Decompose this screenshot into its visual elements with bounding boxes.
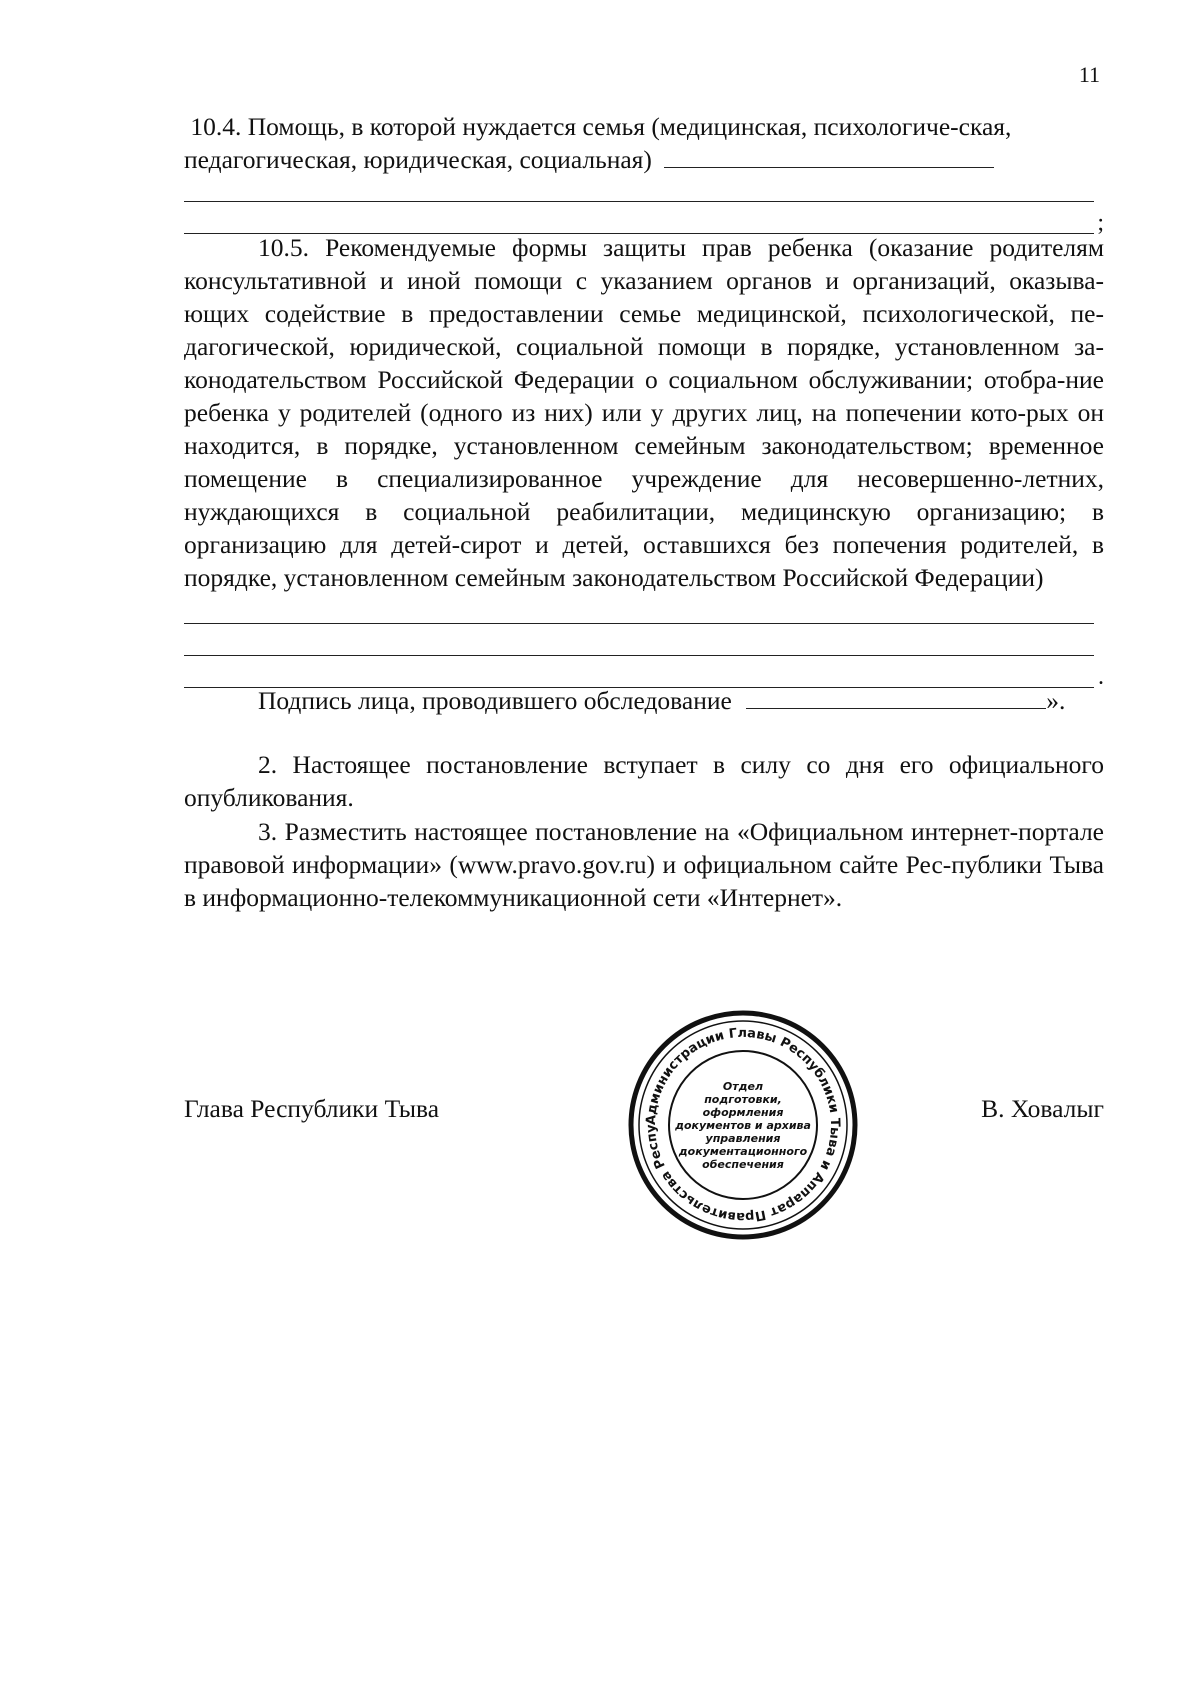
seal-center-line: документационного <box>678 1145 808 1158</box>
signature-end-mark: ». <box>1046 686 1066 715</box>
seal-center-line: управления <box>705 1132 781 1145</box>
item-10-4-paragraph <box>184 110 1104 176</box>
signatory-position: Глава Республики Тыва <box>184 1094 440 1123</box>
fill-line <box>184 598 1104 630</box>
point-3-text: 3. Разместить настоящее постановление на «Официальном интернет-портале правовой информации» (www.pravo.gov.ru) и официальном сайте Рес-публики Тыва в информационно-телекоммуникационной сети «Интернет». <box>184 817 1104 912</box>
seal-center-line: оформления <box>702 1106 784 1119</box>
line-end-mark: ; <box>1097 210 1104 236</box>
item-10-4 <box>184 110 1104 240</box>
examiner-signature-line <box>184 684 1104 717</box>
fill-line <box>664 145 994 168</box>
seal-center-line: подготовки, <box>704 1093 782 1106</box>
item-10-5-text: 10.5. Рекомендуемые формы защиты прав ребенка (оказание родителям консультативной и иной помощи с указанием органов и организаций, оказыва-ющих содействие в предоставлении семье медицинской, психологической, пе-дагогической, юридической, социальной помощи в порядке, установленном за-конодательством Российской Федерации о социальном обслуживании; отобра-ние ребенка у родителей (одного из них) или у других лиц, на попечении кото-рых он находится, в порядке, установленном семейным законодательством; временное помещение в специализированное учреждение для несовершенно-летних, нуждающихся в социальной реабилитации, медицинскую организацию; в организацию для детей-сирот и детей, оставшихся без попечения родителей, в порядке, установленном семейным законодательством Российской Федерации) <box>184 233 1104 592</box>
signature-fill <box>746 686 1046 709</box>
seal-center-line: Отдел <box>722 1080 764 1093</box>
line-end-mark: . <box>1098 664 1104 690</box>
point-3 <box>184 815 1104 914</box>
fill-line <box>184 630 1104 662</box>
seal-ring-text: Администрации Главы Республики Тыва и Аппарат Правительства Респу <box>643 1025 843 1225</box>
page-number: 11 <box>1078 62 1100 87</box>
examiner-signature-label: Подпись лица, проводившего обследование <box>258 686 732 715</box>
fill-line <box>184 176 1104 208</box>
item-10-5 <box>184 231 1104 694</box>
official-seal <box>618 1000 868 1250</box>
signatory-name: В. Ховалыг <box>981 1094 1104 1123</box>
point-2-text: 2. Настоящее постановление вступает в силу со дня его официального опубликования. <box>184 750 1104 812</box>
point-2 <box>184 748 1104 814</box>
seal-center-line: обеспечения <box>702 1158 784 1171</box>
seal-graphic <box>618 1000 868 1250</box>
seal-center-line: документов и архива <box>675 1119 811 1132</box>
item-10-4-text: 10.4. Помощь, в которой нуждается семья (медицинская, психологиче-ская, педагогическая, юридическая, социальная) <box>184 112 1012 174</box>
seal-center-text <box>674 1080 811 1171</box>
